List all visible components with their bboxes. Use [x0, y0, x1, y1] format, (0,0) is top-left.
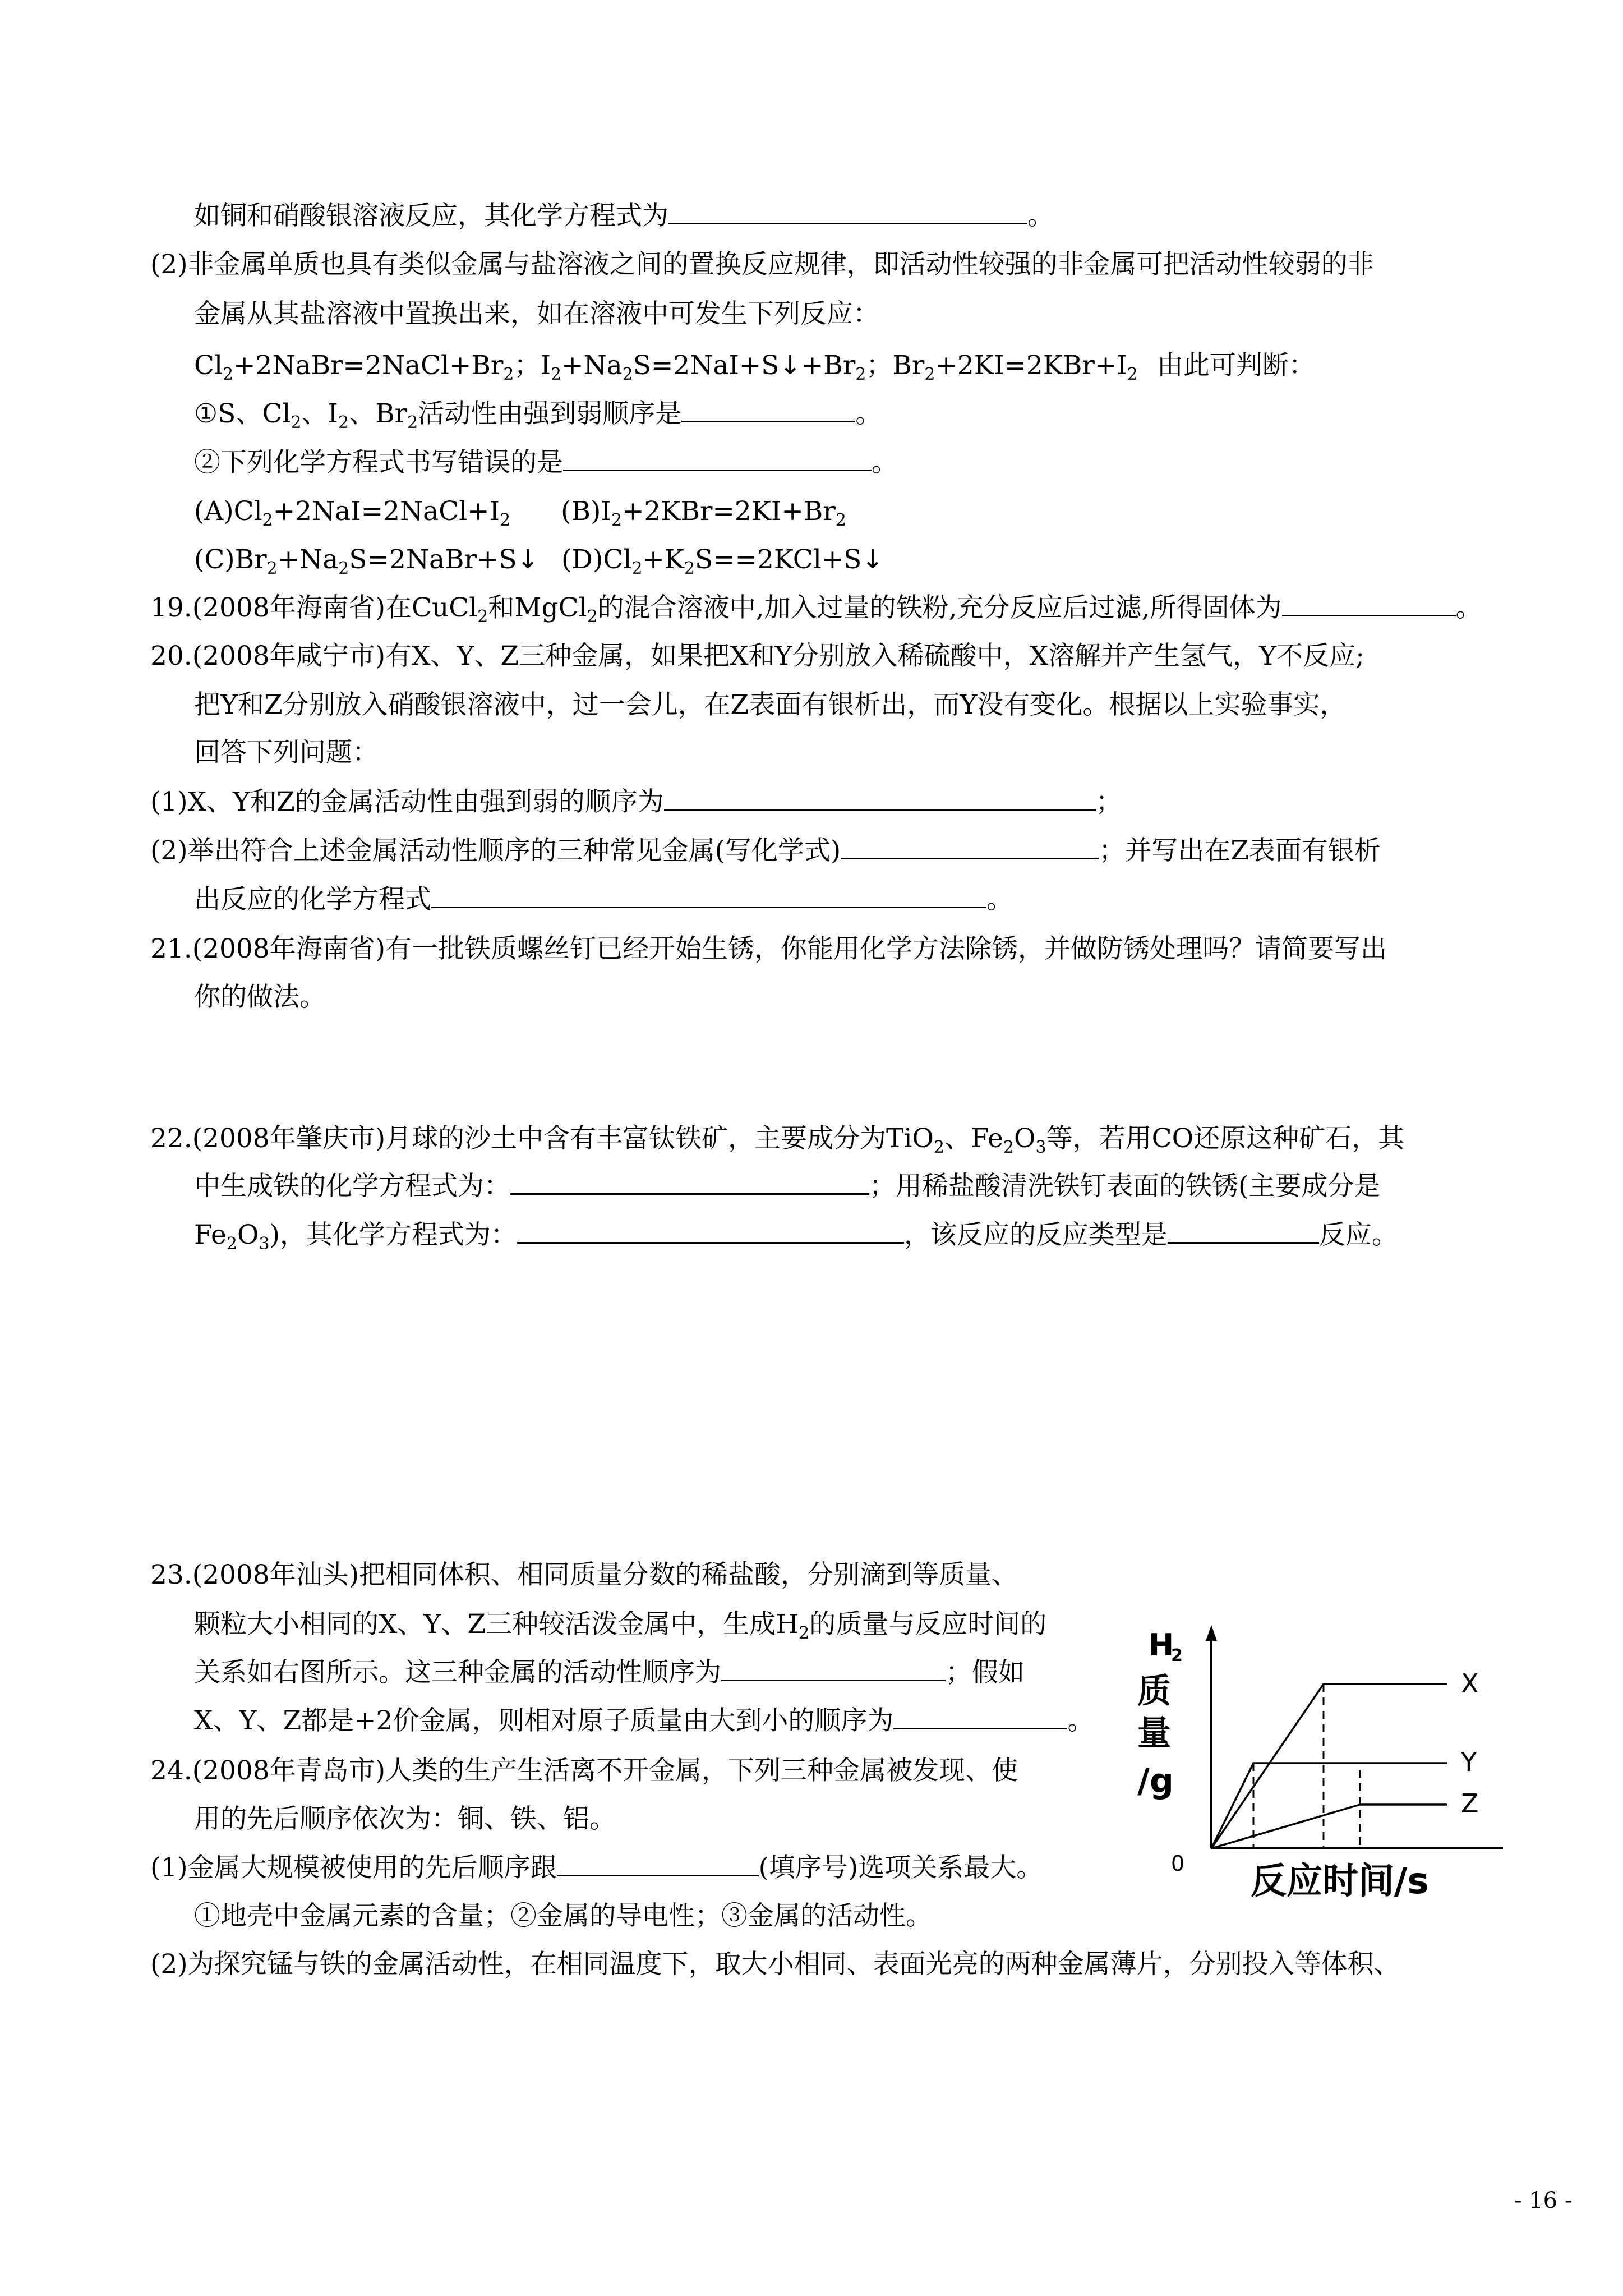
option-b: (B)I: [561, 496, 611, 527]
subscript: 2: [551, 365, 562, 384]
q18-sub1-line: [194, 397, 882, 431]
text: ；并写出在Z表面有银析: [1099, 835, 1381, 866]
subscript: 2: [477, 607, 488, 627]
q22-line3: [194, 1218, 1398, 1252]
y-axis-label-unit: /g: [1137, 1761, 1174, 1801]
text: 、I: [301, 398, 338, 429]
q18-options-cd: [194, 543, 884, 577]
q24-part2: (2)为探究锰与铁的金属活动性，在相同温度下，取大小相同、表面光亮的两种金属薄片，分别投入等体积、: [150, 1949, 1400, 1980]
text: 、Fe: [944, 1123, 1003, 1154]
y-axis-label-h: H: [1149, 1627, 1174, 1663]
text: ；: [1095, 786, 1122, 817]
text: O: [1014, 1123, 1036, 1154]
text: +Na: [561, 350, 623, 381]
subscript: 2: [291, 413, 302, 432]
text: +2KI=2KBr+I: [935, 350, 1127, 381]
text: Br: [892, 350, 925, 381]
text: +K: [642, 544, 684, 575]
subscript: 2: [500, 510, 511, 530]
text: 等，若用CO还原这种矿石，其: [1046, 1123, 1405, 1154]
answer-blank[interactable]: [841, 834, 1099, 859]
series-x-label: X: [1461, 1668, 1479, 1699]
page-number: - 16 -: [1514, 2188, 1573, 2214]
text: ；用稀盐酸清洗铁钉表面的铁锈(主要成分是: [869, 1171, 1381, 1202]
subscript: 2: [407, 413, 418, 432]
answer-blank[interactable]: [1168, 1218, 1319, 1244]
q18-cont-line: [194, 199, 1054, 233]
text: +Br: [801, 350, 856, 381]
subscript: 2: [587, 607, 598, 627]
text: S=2NaBr+S: [349, 544, 517, 575]
subscript: 2: [338, 559, 349, 578]
q21-line2: 你的做法。: [194, 982, 326, 1013]
text: 。: [986, 884, 1013, 915]
text: 。: [855, 398, 882, 429]
text: Cl: [194, 350, 223, 381]
subscript: 2: [1003, 1138, 1014, 1157]
answer-blank[interactable]: [431, 883, 986, 908]
subscript: 2: [855, 365, 866, 384]
subscript: 2: [622, 365, 633, 384]
text: 的质量与反应时间的: [809, 1609, 1047, 1640]
option-c: (C)Br: [194, 544, 267, 575]
text: ①S、Cl: [194, 398, 291, 429]
text: 如铜和硝酸银溶液反应，其化学方程式为: [194, 200, 668, 231]
subscript: 2: [631, 559, 643, 578]
q22-line1: [150, 1122, 1404, 1156]
subscript: 2: [611, 510, 623, 530]
text: 中生成铁的化学方程式为：: [194, 1171, 510, 1202]
q23-line1: 23.(2008年汕头)把相同体积、相同质量分数的稀盐酸，分别滴到等质量、: [150, 1559, 1018, 1590]
option-a: (A)Cl: [194, 496, 262, 527]
answer-blank[interactable]: [517, 1218, 904, 1244]
answer-blank[interactable]: [1282, 591, 1456, 616]
text: I: [540, 350, 551, 381]
text: ；: [514, 350, 541, 381]
text: +2NaBr=2NaCl+Br: [233, 350, 504, 381]
subscript: 2: [266, 559, 278, 578]
origin-label: 0: [1171, 1851, 1185, 1876]
q20-line2: 把Y和Z分别放入硝酸银溶液中，过一会儿，在Z表面有银析出，而Y没有变化。根据以上实验事实，: [194, 689, 1347, 720]
series-z-line: [1211, 1805, 1447, 1848]
series-y-line: [1211, 1763, 1447, 1848]
subscript: 2: [338, 413, 349, 432]
text: 。: [1067, 1705, 1094, 1736]
y-axis-label-zhi: 质: [1137, 1672, 1171, 1711]
y-axis-label-liang: 量: [1137, 1714, 1171, 1753]
text: 和MgCl: [488, 592, 587, 623]
answer-blank[interactable]: [893, 1704, 1067, 1729]
text: (填序号)选项关系最大。: [758, 1852, 1043, 1883]
down-arrow-icon: ↓: [779, 350, 801, 381]
subscript: 2: [799, 1623, 810, 1643]
subscript: 2: [835, 510, 846, 530]
subscript: 2: [924, 365, 935, 384]
text: X、Y、Z都是+2价金属，则相对原子质量由大到小的顺序为: [194, 1705, 894, 1736]
q21-line1: 21.(2008年海南省)有一批铁质螺丝钉已经开始生锈，你能用化学方法除锈，并做防锈处理吗？请简要写出: [150, 933, 1387, 964]
text: 22.(2008年肇庆市)月球的沙土中含有丰富钛铁矿，主要成分为TiO: [150, 1123, 934, 1154]
text: ②下列化学方程式书写错误的是: [194, 447, 563, 478]
text: 出反应的化学方程式: [194, 884, 431, 915]
text: S=2NaI+S: [633, 350, 780, 381]
q20-part1: [150, 785, 1122, 819]
down-arrow-icon: ↓: [861, 544, 884, 575]
text: +Na: [277, 544, 339, 575]
text: 由此可判断：: [1156, 350, 1315, 381]
answer-blank[interactable]: [557, 1852, 759, 1876]
q22-line2: [194, 1170, 1380, 1203]
answer-blank[interactable]: [563, 446, 872, 471]
text: 活动性由强到弱顺序是: [418, 398, 682, 429]
text: 。: [1027, 200, 1054, 231]
subscript: 2: [933, 1138, 945, 1157]
subscript: 2: [226, 1234, 237, 1254]
text: 的混合溶液中,加入过量的铁粉,充分反应后过滤,所得固体为: [597, 592, 1282, 623]
text: +2KBr=2KI+Br: [622, 496, 836, 527]
subscript: 3: [1035, 1138, 1046, 1157]
q23-line3: [194, 1656, 1025, 1690]
q20-line1: 20.(2008年咸宁市)有X、Y、Z三种金属，如果把X和Y分别放入稀硫酸中，X溶解并产生氢气，Y不反应;: [150, 641, 1364, 671]
text: 颗粒大小相同的X、Y、Z三种较活泼金属中，生成H: [194, 1609, 799, 1640]
text: 关系如右图所示。这三种金属的活动性顺序为: [194, 1657, 721, 1688]
q18-sub2-line: [194, 446, 898, 480]
q19-line: [150, 591, 1482, 625]
text: S==2KCl+S: [695, 544, 862, 575]
text: 19.(2008年海南省)在CuCl: [150, 592, 478, 623]
answer-blank[interactable]: [721, 1656, 946, 1681]
q20-line3: 回答下列问题：: [194, 737, 379, 768]
subscript: 2: [1127, 365, 1138, 384]
q18-options-ab: [194, 495, 846, 528]
q24-part1-options: ①地壳中金属元素的含量；②金属的导电性；③金属的活动性。: [194, 1901, 932, 1931]
subscript: 3: [259, 1234, 270, 1254]
h2-reaction-time-graph: [1122, 1624, 1514, 1916]
q24-part1: [150, 1851, 1043, 1885]
answer-blank[interactable]: [664, 785, 1096, 811]
y-axis-arrow-icon: [1206, 1625, 1217, 1641]
q23-line4: [194, 1704, 1094, 1738]
text: 反应。: [1318, 1220, 1398, 1250]
q20-part2-line2: [194, 883, 1013, 917]
q24-line2: 用的先后顺序依次为：铜、铁、铝。: [194, 1803, 616, 1834]
x-axis-label: 反应时间/s: [1251, 1861, 1429, 1902]
q20-part2: [150, 834, 1381, 868]
subscript: 2: [223, 365, 234, 384]
text: 。: [872, 447, 898, 478]
subscript: 2: [262, 510, 273, 530]
option-d: (D)Cl: [561, 544, 632, 575]
q18-part2-line1: (2)非金属单质也具有类似金属与盐溶液之间的置换反应规律，即活动性较强的非金属可把活动性较弱的非: [150, 249, 1374, 280]
text: 、Br: [349, 398, 408, 429]
text: ；假如: [946, 1657, 1025, 1688]
text: ，该反应的反应类型是: [903, 1220, 1168, 1250]
series-x-line: [1211, 1684, 1447, 1848]
text: Fe: [194, 1220, 227, 1250]
answer-blank[interactable]: [681, 397, 855, 422]
text: O: [237, 1220, 259, 1250]
text: (2)举出符合上述金属活动性顺序的三种常见金属(写化学式): [150, 835, 841, 866]
subscript: 2: [684, 559, 695, 578]
q18-part2-line2: 金属从其盐溶液中置换出来，如在溶液中可发生下列反应：: [194, 298, 879, 329]
answer-blank[interactable]: [510, 1170, 869, 1195]
y-axis-label-sub: 2: [1171, 1646, 1183, 1665]
series-z-label: Z: [1461, 1788, 1479, 1819]
text: )，其化学方程式为：: [269, 1220, 517, 1250]
q24-line1: 24.(2008年青岛市)人类的生产生活离不开金属，下列三种金属被发现、使: [150, 1755, 1018, 1786]
q18-equations-line: [194, 349, 1315, 383]
q23-line2: [194, 1608, 1046, 1641]
answer-blank[interactable]: [668, 199, 1027, 224]
down-arrow-icon: ↓: [517, 544, 539, 575]
text: +2NaI=2NaCl+I: [273, 496, 500, 527]
text: 。: [1455, 592, 1482, 623]
subscript: 2: [503, 365, 514, 384]
text: (1)金属大规模被使用的先后顺序跟: [150, 1852, 557, 1883]
series-y-label: Y: [1461, 1747, 1477, 1777]
text: (1)X、Y和Z的金属活动性由强到弱的顺序为: [150, 786, 664, 817]
text: ；: [866, 350, 893, 381]
